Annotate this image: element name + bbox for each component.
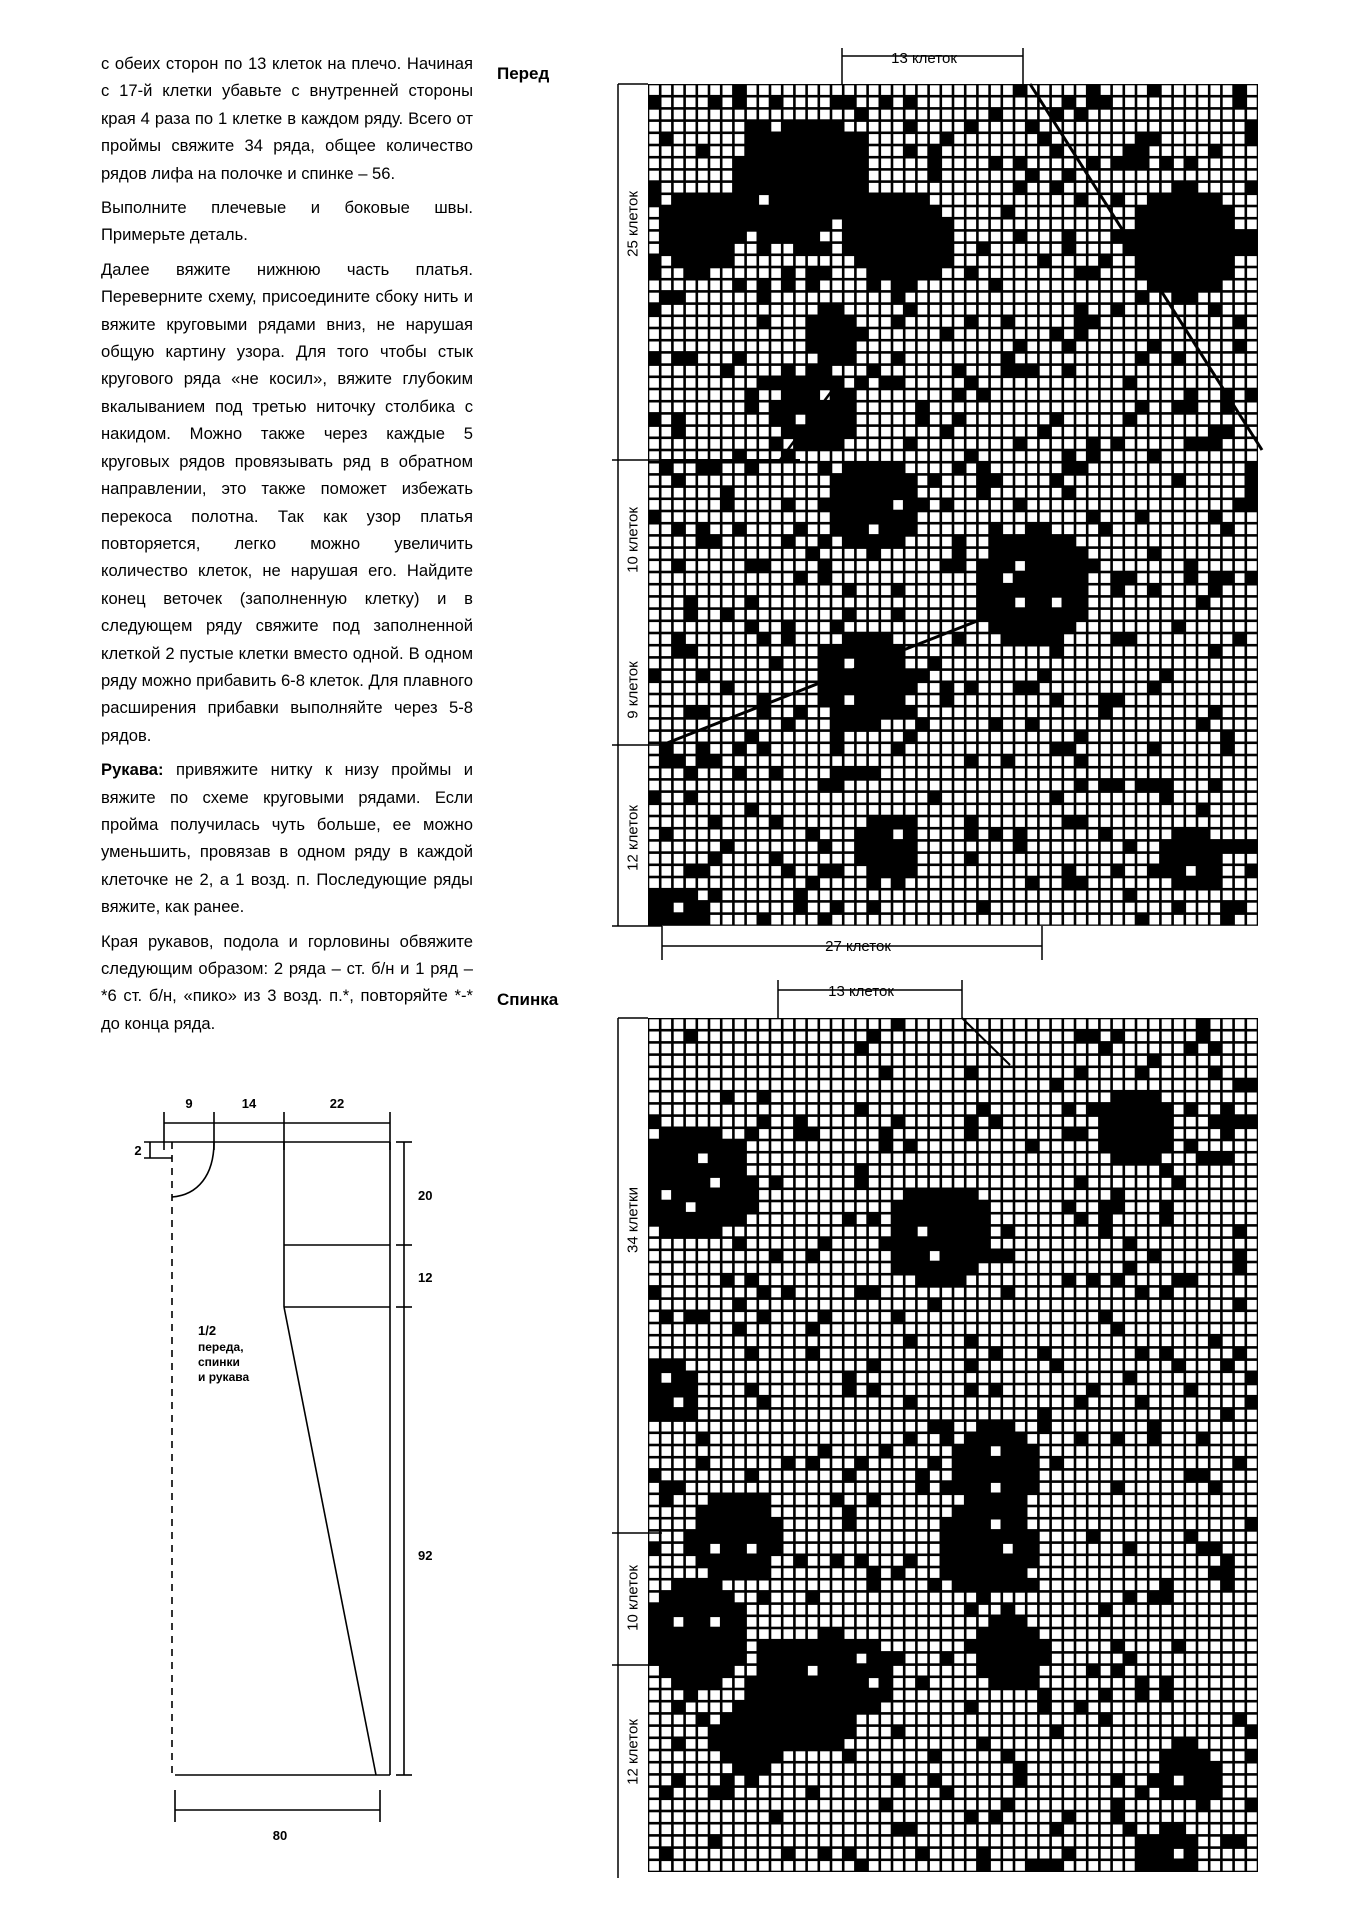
dim-80: 80 bbox=[272, 1828, 288, 1843]
dim-14: 14 bbox=[241, 1096, 257, 1111]
paragraph: Края рукавов, подола и горловины обвяжите следующим образом: 2 ряда – ст. б/н и 1 ряд – *6 ст. б/н, «пико» из 3 возд. п.*, повторяйте *-* до конца ряда. bbox=[101, 931, 473, 1033]
back-label: Спинка bbox=[497, 990, 559, 1009]
caption-line: 1/2 bbox=[198, 1323, 217, 1338]
dim-20: 20 bbox=[418, 1188, 433, 1203]
front-count-4: 12 клеток bbox=[624, 805, 642, 871]
dim-2: 2 bbox=[134, 1143, 142, 1158]
back-count-1: 34 клетки bbox=[624, 1187, 642, 1253]
paragraph-body: привяжите нитку к низу проймы и вяжите по схеме круговыми рядами. Если пройма получилась чуть больше, ее можно уменьшить, провязав в одном ряду в каждой клеточке не 2, а 1 возд. п. Последующие ряды вяжите, как ранее. bbox=[101, 760, 473, 917]
back-count-2: 10 клеток bbox=[624, 1565, 642, 1631]
dim-9: 9 bbox=[185, 1096, 193, 1111]
front-count-1: 25 клеток bbox=[624, 191, 642, 257]
front-bottom-count: 27 клеток bbox=[825, 938, 891, 955]
dim-12: 12 bbox=[418, 1270, 433, 1285]
paragraph: Выполните плечевые и боковые швы. Примерьте деталь. bbox=[101, 198, 473, 245]
caption-line: и рукава bbox=[198, 1370, 250, 1384]
dim-92: 92 bbox=[418, 1548, 433, 1563]
front-top-count: 13 клеток bbox=[891, 50, 957, 67]
sleeves-heading: Рукава: bbox=[101, 760, 164, 780]
front-label: Перед bbox=[497, 64, 550, 83]
caption-line: спинки bbox=[198, 1355, 240, 1369]
paragraph: с обеих сторон по 13 клеток на плечо. Начиная с 17-й клетки убавьте с внутренней стороны края 4 раза по 1 клетке в каждом ряду. Всего от проймы свяжите 34 ряда, общее количество рядов лифа на полочке и спинке – 56. bbox=[101, 54, 473, 183]
back-count-3: 12 клеток bbox=[624, 1719, 642, 1785]
caption-line: переда, bbox=[198, 1340, 244, 1354]
back-top-count: 13 клеток bbox=[828, 983, 894, 1000]
front-count-2: 10 клеток bbox=[624, 507, 642, 573]
paragraph: Далее вяжите нижнюю часть платья. Переверните схему, присоедините сбоку нить и вяжите круговыми рядами вниз, не нарушая общую картину узора. Для того чтобы стык кругового ряда «не косил», вяжите глубоким вкалыванием под третью ниточку столбика с накидом. Можно также через каждые 5 круговых рядов провязывать ряд в обратном направлении, это также поможет избежать перекоса полотна. Так как узор платья повторяется, легко можно увеличить количество клеток, не нарушая его. Найдите конец веточек (заполненную клетку) и в следующем ряду свяжите под заполненной клеткой 2 пустые клетки вместо одной. В одном ряду можно прибавить 6-8 клеток. Для плавного расширения прибавки выполняйте через 5-8 рядов. bbox=[101, 259, 474, 745]
front-count-3: 9 клеток bbox=[624, 661, 642, 719]
dim-22: 22 bbox=[329, 1096, 345, 1111]
